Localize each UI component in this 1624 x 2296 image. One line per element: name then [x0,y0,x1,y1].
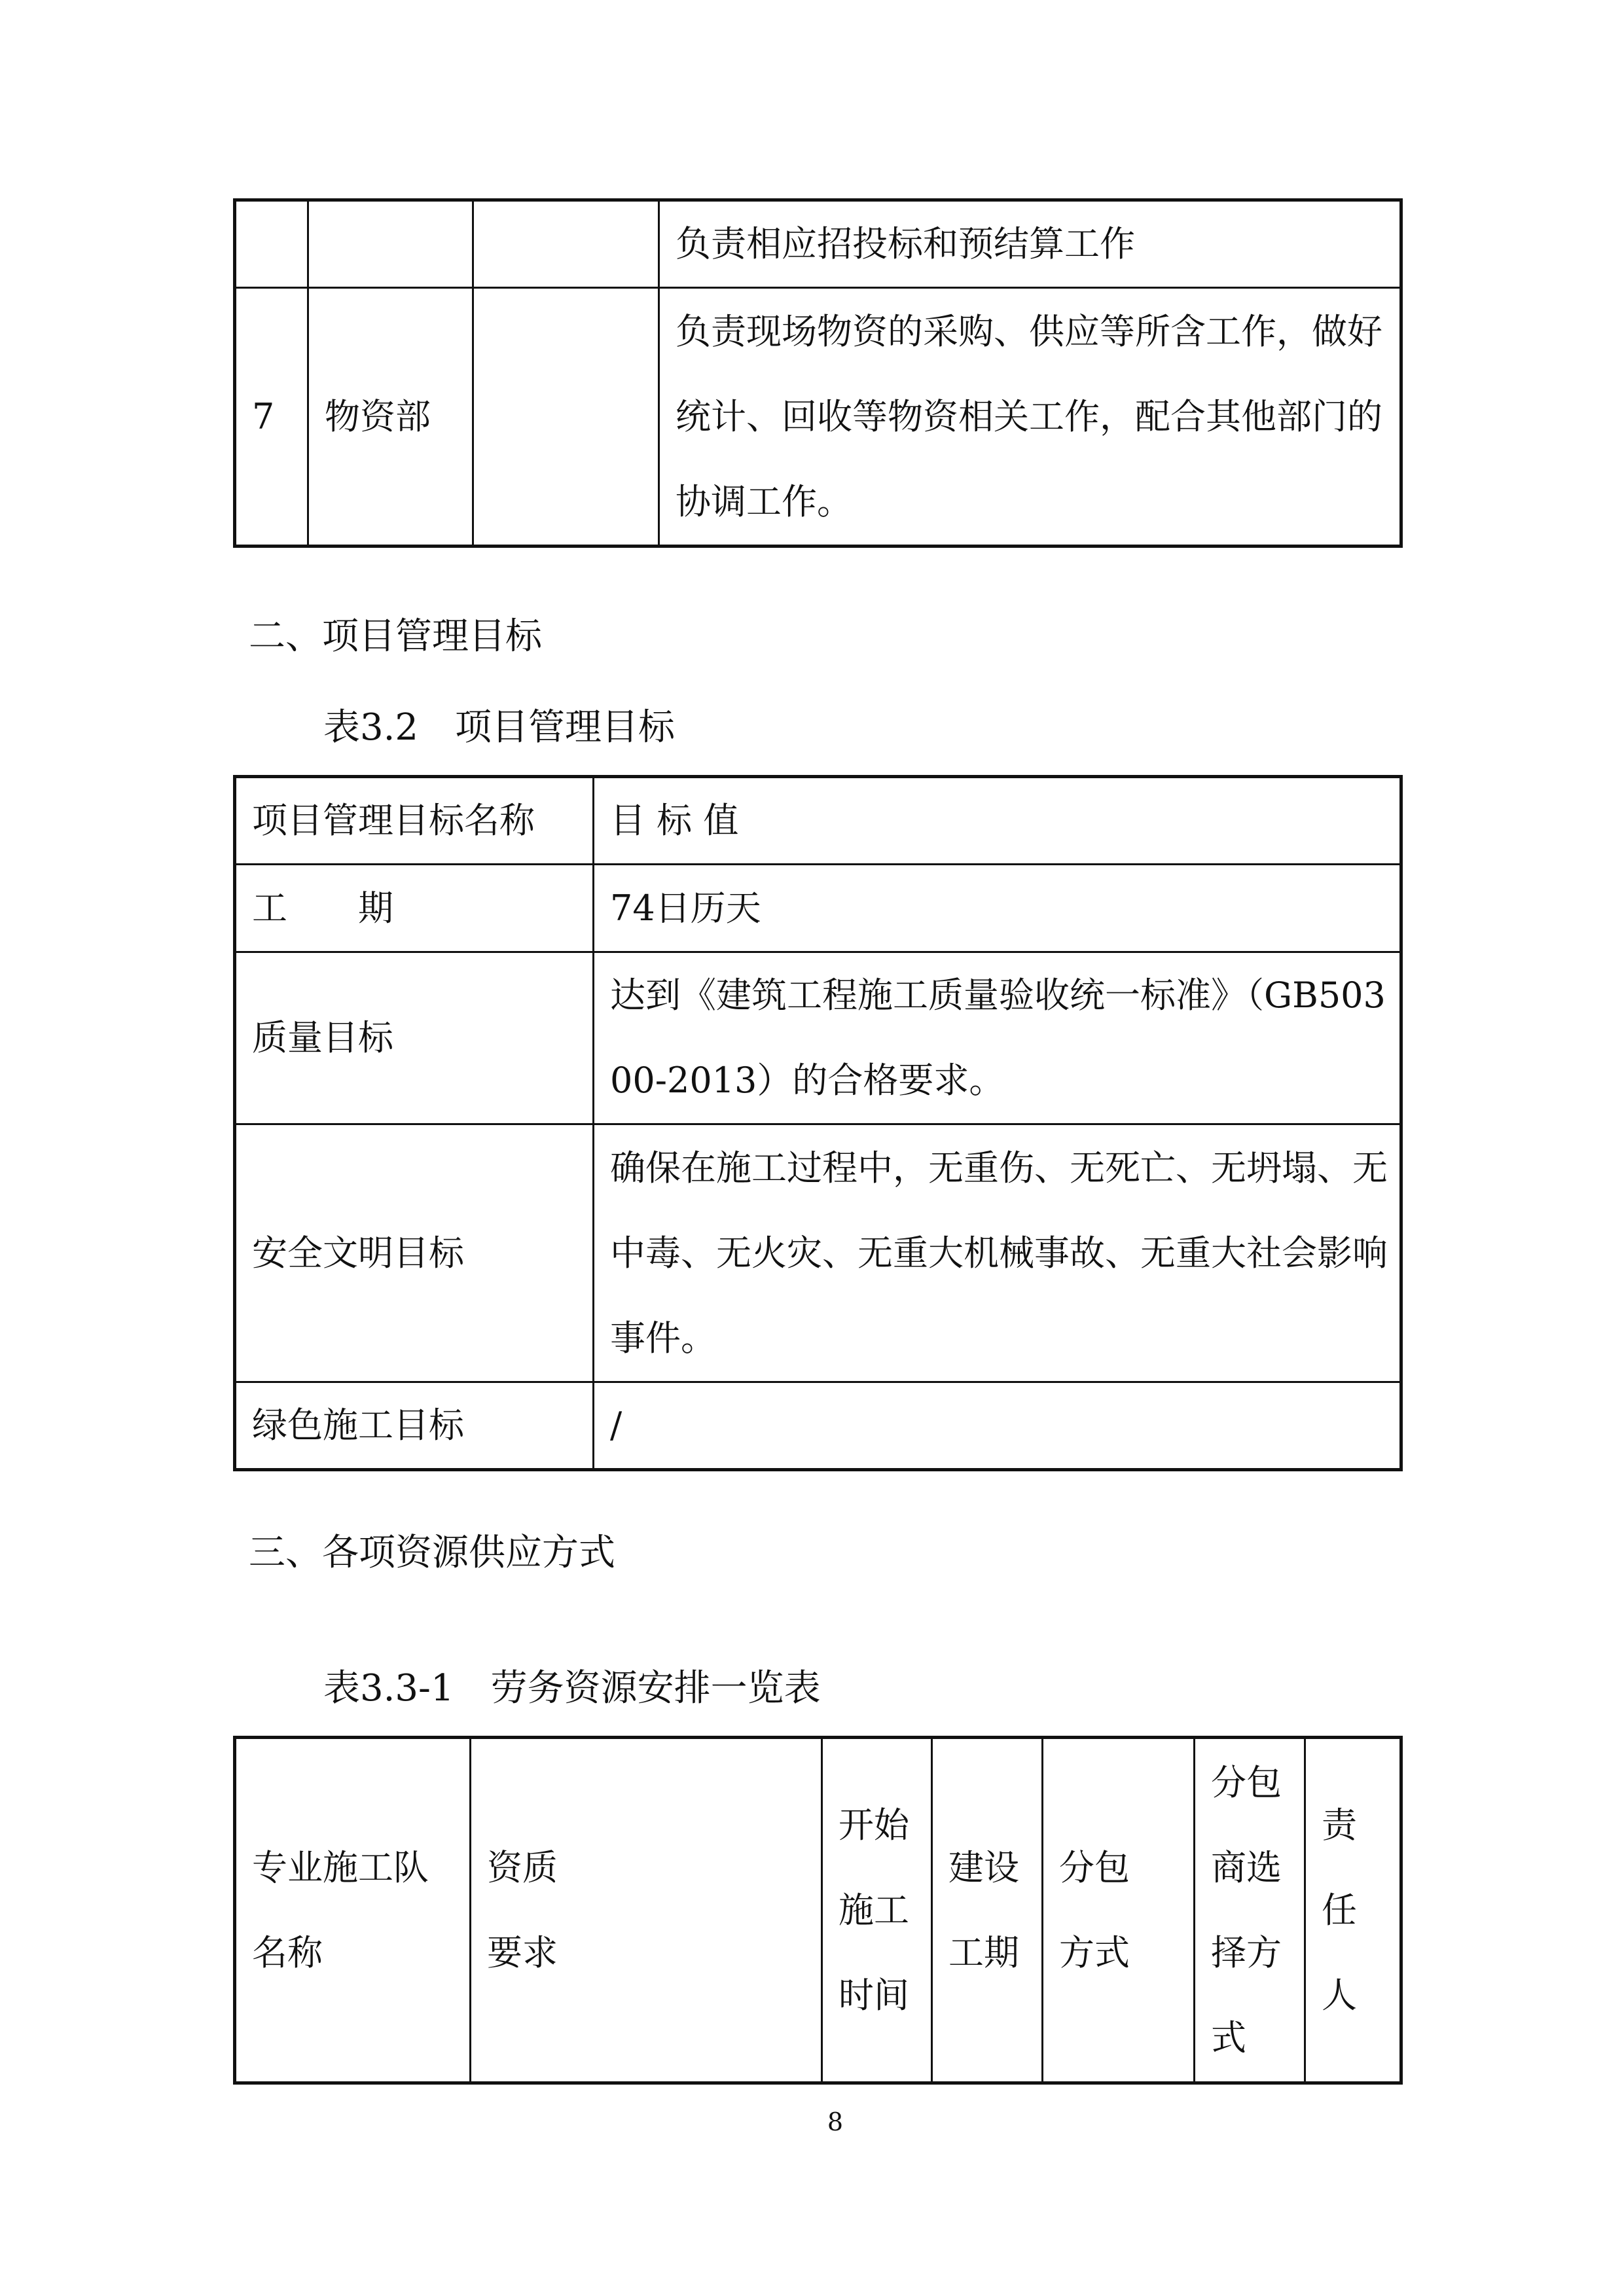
start-time-header: 开始施工时间 [822,1738,932,2083]
table-caption-goals: 表3.2 项目管理目标 [323,706,676,749]
responsible-person-header: 责任人 [1305,1738,1401,2083]
dept-cell [308,200,473,288]
table-header-row [235,777,1401,865]
labor-resource-table [233,1736,1403,2085]
duty-cell: 负责相应招投标和预结算工作 [659,200,1401,288]
section-heading-resources: 三、各项资源供应方式 [249,1532,615,1574]
row-no-cell [235,200,308,288]
goal-name-cell: 质量目标 [235,952,594,1124]
table-caption-labor: 表3.3-1 劳务资源安排一览表 [323,1667,821,1710]
person-cell [473,288,659,547]
dept-cell: 物资部 [308,288,473,547]
goal-value-cell: 达到《建筑工程施工质量验收统一标准》（GB50300-2013）的合格要求。 [594,952,1401,1124]
management-goals-table [233,775,1403,1471]
subcontract-mode-header: 分包方式 [1043,1738,1195,2083]
table-row [235,1124,1401,1382]
qualification-header: 资质要求 [471,1738,822,2083]
person-cell [473,200,659,288]
row-no-cell: 7 [235,288,308,547]
duty-cell: 负责现场物资的采购、供应等所含工作，做好统计、回收等物资相关工作，配合其他部门的协调工作。 [659,288,1401,547]
goal-value-header: 目 标 值 [594,777,1401,865]
table-row [235,865,1401,952]
goal-value-cell: 74日历天 [594,865,1401,952]
subcontractor-selection-header: 分包商选择方式 [1195,1738,1305,2083]
table-row [235,1382,1401,1470]
table-row [235,952,1401,1124]
page-number: 8 [827,2108,844,2136]
goal-name-cell: 安全文明目标 [235,1124,594,1382]
goal-value-cell: 确保在施工过程中，无重伤、无死亡、无坍塌、无中毒、无火灾、无重大机械事故、无重大社会影响事件。 [594,1124,1401,1382]
goal-name-cell: 绿色施工目标 [235,1382,594,1470]
goal-name-header: 项目管理目标名称 [235,777,594,865]
table-header-row [235,1738,1401,2083]
section-heading-goals: 二、项目管理目标 [249,615,542,658]
duration-header: 建设工期 [932,1738,1043,2083]
team-name-header: 专业施工队名称 [235,1738,471,2083]
table-row [235,288,1401,547]
table-row [235,200,1401,288]
department-duty-table [233,198,1403,548]
goal-value-cell: / [594,1382,1401,1470]
goal-name-cell: 工 期 [235,865,594,952]
